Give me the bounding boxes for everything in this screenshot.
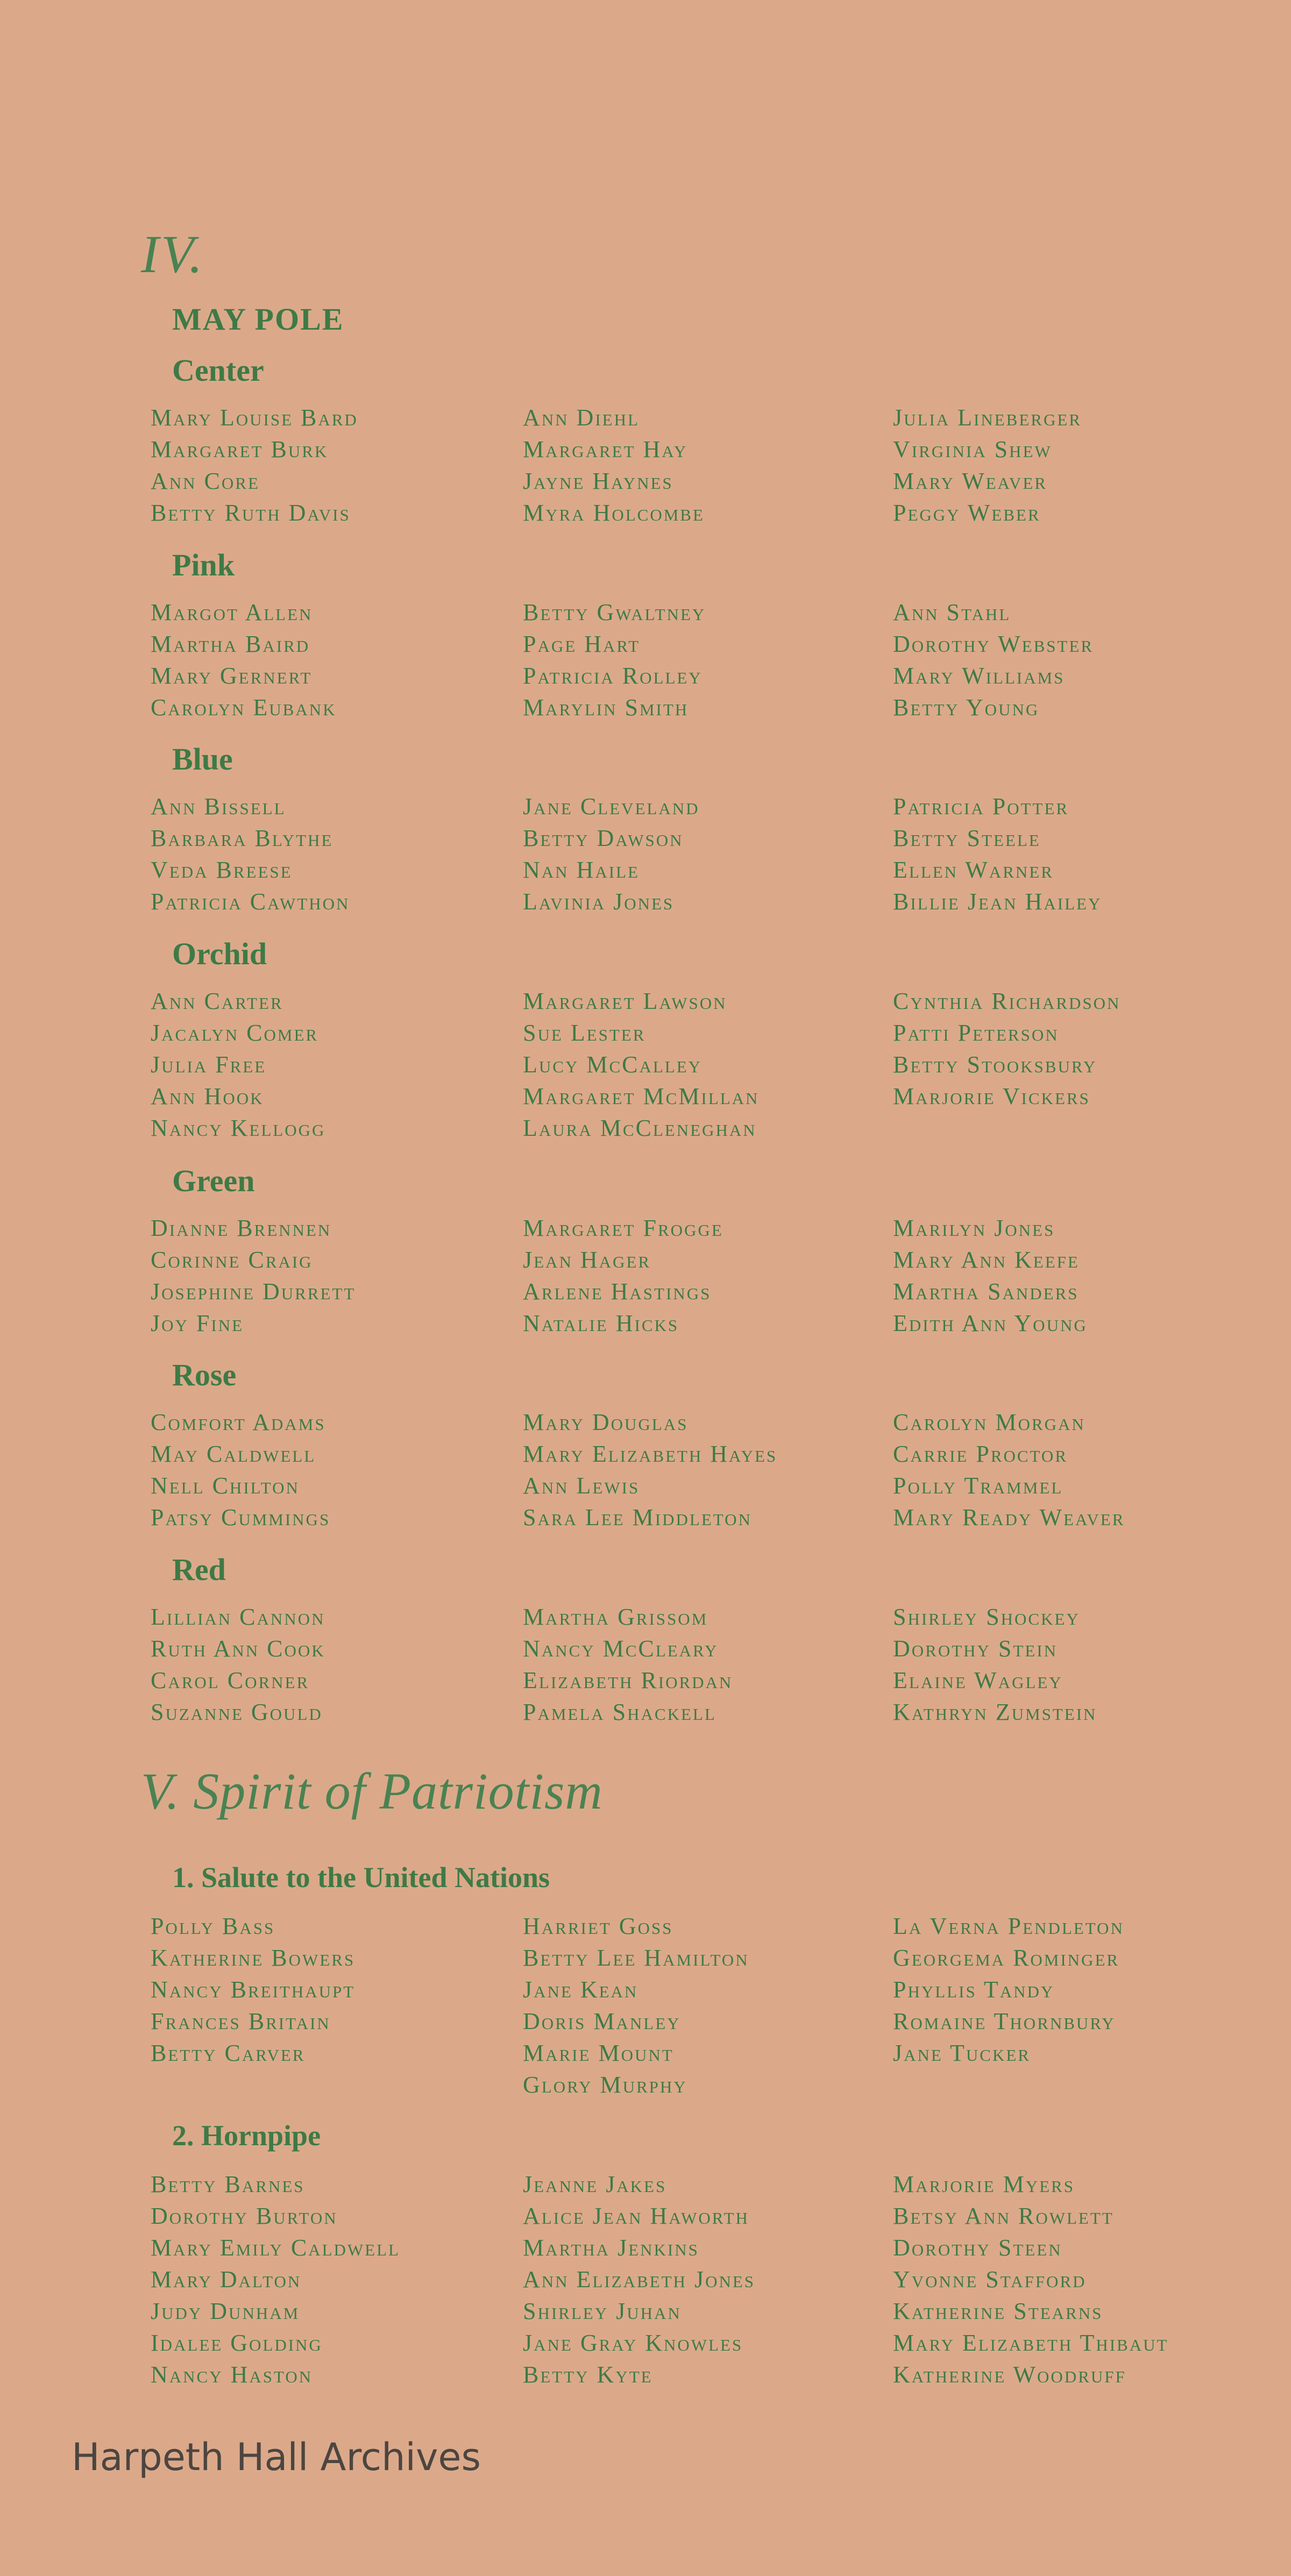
participant-name: Mary Ready Weaver — [893, 1504, 1125, 1531]
participant-name: Betsy Ann Rowlett — [893, 2203, 1114, 2229]
participant-name: Sue Lester — [523, 1020, 646, 1046]
participant-name: Dorothy Burton — [151, 2203, 338, 2229]
name-column — [151, 1601, 527, 1728]
participant-name: Margaret McMillan — [523, 1083, 760, 1109]
participant-name: Betty Lee Hamilton — [523, 1945, 749, 1971]
participant-name: Julia Free — [151, 1051, 267, 1078]
participant-name: Barbara Blythe — [151, 825, 334, 851]
participant-name: Peggy Weber — [893, 500, 1041, 526]
participant-name: Polly Bass — [151, 1913, 275, 1939]
participant-name: Lucy McCalley — [523, 1051, 703, 1078]
participant-name: Romaine Thornbury — [893, 2008, 1116, 2034]
participant-name: Martha Sanders — [893, 1278, 1079, 1305]
name-column — [523, 1601, 899, 1728]
part-title: 1. Salute to the United Nations — [172, 1861, 550, 1894]
name-column — [151, 1406, 527, 1533]
participant-name: Ann Elizabeth Jones — [523, 2266, 756, 2293]
participant-name: Betty Stooksbury — [893, 1051, 1097, 1078]
participant-name: Margaret Lawson — [523, 988, 727, 1014]
name-column — [893, 596, 1269, 723]
participant-name: Nan Haile — [523, 857, 640, 883]
participant-name: Katherine Bowers — [151, 1945, 356, 1971]
participant-name: Myra Holcombe — [523, 500, 705, 526]
participant-name: Jean Hager — [523, 1247, 651, 1273]
participant-name: Margaret Burk — [151, 436, 329, 462]
participant-name: Alice Jean Haworth — [523, 2203, 749, 2229]
participant-name: Dorothy Webster — [893, 631, 1094, 657]
participant-name: Betty Barnes — [151, 2171, 305, 2197]
name-column — [893, 1910, 1269, 2069]
name-column — [523, 1212, 899, 1339]
participant-name: Frances Britain — [151, 2008, 331, 2034]
participant-name: Sara Lee Middleton — [523, 1504, 752, 1531]
participant-name: Patsy Cummings — [151, 1504, 331, 1531]
participant-name: Glory Murphy — [523, 2072, 687, 2098]
participant-name: Edith Ann Young — [893, 1310, 1088, 1336]
group-title: Center — [172, 353, 264, 388]
participant-name: Katherine Woodruff — [893, 2361, 1126, 2388]
name-column — [523, 791, 899, 917]
participant-name: May Caldwell — [151, 1441, 316, 1467]
group-title: Pink — [172, 547, 235, 582]
participant-name: Ann Carter — [151, 988, 283, 1014]
participant-name: Mary Louise Bard — [151, 404, 358, 431]
name-column — [523, 2168, 899, 2390]
participant-name: La Verna Pendleton — [893, 1913, 1124, 1939]
participant-name: Carol Corner — [151, 1667, 310, 1693]
participant-name: Carolyn Morgan — [893, 1409, 1086, 1435]
participant-name: Judy Dunham — [151, 2298, 300, 2324]
participant-name: Pamela Shackell — [523, 1699, 717, 1725]
participant-name: Ruth Ann Cook — [151, 1635, 325, 1662]
name-column — [893, 1212, 1269, 1339]
participant-name: Dianne Brennen — [151, 1215, 332, 1241]
participant-name: Comfort Adams — [151, 1409, 326, 1435]
name-column — [893, 791, 1269, 917]
participant-name: Jane Kean — [523, 1976, 639, 2003]
participant-name: Jacalyn Comer — [151, 1020, 319, 1046]
participant-name: Ann Stahl — [893, 599, 1011, 625]
participant-name: Jayne Haynes — [523, 468, 673, 494]
participant-name: Margaret Frogge — [523, 1215, 723, 1241]
participant-name: Margaret Hay — [523, 436, 688, 462]
participant-name: Yvonne Stafford — [893, 2266, 1087, 2293]
participant-name: Marilyn Jones — [893, 1215, 1055, 1241]
participant-name: Julia Lineberger — [893, 404, 1082, 431]
participant-name: Nancy Haston — [151, 2361, 313, 2388]
participant-name: Carrie Proctor — [893, 1441, 1068, 1467]
participant-name: Dorothy Stein — [893, 1635, 1058, 1662]
name-column — [151, 791, 527, 917]
participant-name: Patricia Cawthon — [151, 888, 350, 915]
participant-name: Mary Williams — [893, 663, 1065, 689]
participant-name: Doris Manley — [523, 2008, 681, 2034]
participant-name: Ann Lewis — [523, 1472, 640, 1499]
participant-name: Betty Dawson — [523, 825, 684, 851]
participant-name: Marie Mount — [523, 2040, 674, 2066]
participant-name: Jane Cleveland — [523, 793, 700, 820]
participant-name: Martha Jenkins — [523, 2235, 699, 2261]
group-title: Orchid — [172, 936, 267, 971]
participant-name: Nancy Kellogg — [151, 1115, 326, 1141]
participant-name: Ann Bissell — [151, 793, 286, 820]
may-pole-title: MAY POLE — [172, 302, 344, 337]
participant-name: Georgema Rominger — [893, 1945, 1120, 1971]
participant-name: Suzanne Gould — [151, 1699, 323, 1725]
participant-name: Idalee Golding — [151, 2330, 323, 2356]
participant-name: Nell Chilton — [151, 1472, 300, 1499]
participant-name: Betty Ruth Davis — [151, 500, 351, 526]
name-column — [151, 596, 527, 723]
participant-name: Marjorie Vickers — [893, 1083, 1090, 1109]
participant-name: Laura McCleneghan — [523, 1115, 757, 1141]
participant-name: Shirley Juhan — [523, 2298, 682, 2324]
section-v-title: V. Spirit of Patriotism — [141, 1762, 603, 1820]
part-title: 2. Hornpipe — [172, 2119, 321, 2152]
participant-name: Mary Weaver — [893, 468, 1047, 494]
participant-name: Mary Gernert — [151, 663, 313, 689]
participant-name: Dorothy Steen — [893, 2235, 1062, 2261]
name-column — [151, 2168, 527, 2390]
group-title: Green — [172, 1163, 255, 1198]
participant-name: Ann Hook — [151, 1083, 264, 1109]
name-column — [151, 402, 527, 529]
participant-name: Phyllis Tandy — [893, 1976, 1055, 2003]
participant-name: Veda Breese — [151, 857, 293, 883]
participant-name: Mary Ann Keefe — [893, 1247, 1080, 1273]
participant-name: Marjorie Myers — [893, 2171, 1075, 2197]
participant-name: Betty Gwaltney — [523, 599, 706, 625]
participant-name: Betty Kyte — [523, 2361, 653, 2388]
participant-name: Mary Emily Caldwell — [151, 2235, 400, 2261]
name-column — [893, 402, 1269, 529]
participant-name: Corinne Craig — [151, 1247, 313, 1273]
participant-name: Betty Steele — [893, 825, 1041, 851]
participant-name: Ann Core — [151, 468, 260, 494]
participant-name: Lavinia Jones — [523, 888, 675, 915]
name-column — [151, 985, 527, 1144]
name-column — [151, 1212, 527, 1339]
group-title: Red — [172, 1552, 226, 1587]
participant-name: Mary Dalton — [151, 2266, 302, 2293]
participant-name: Ellen Warner — [893, 857, 1054, 883]
name-column — [893, 985, 1269, 1112]
participant-name: Carolyn Eubank — [151, 694, 337, 721]
participant-name: Kathryn Zumstein — [893, 1699, 1097, 1725]
participant-name: Polly Trammel — [893, 1472, 1063, 1499]
participant-name: Elaine Wagley — [893, 1667, 1063, 1693]
participant-name: Arlene Hastings — [523, 1278, 712, 1305]
archive-watermark: Harpeth Hall Archives — [72, 2435, 481, 2479]
participant-name: Jane Gray Knowles — [523, 2330, 743, 2356]
participant-name: Betty Carver — [151, 2040, 306, 2066]
participant-name: Billie Jean Hailey — [893, 888, 1102, 915]
name-column — [893, 1406, 1269, 1533]
name-column — [893, 1601, 1269, 1728]
name-column — [151, 1910, 527, 2069]
participant-name: Mary Elizabeth Hayes — [523, 1441, 778, 1467]
group-title: Rose — [172, 1357, 237, 1392]
participant-name: Lillian Cannon — [151, 1604, 325, 1630]
name-column — [523, 1910, 899, 2101]
participant-name: Patti Peterson — [893, 1020, 1059, 1046]
name-column — [523, 985, 899, 1144]
participant-name: Mary Douglas — [523, 1409, 689, 1435]
name-column — [523, 1406, 899, 1533]
participant-name: Natalie Hicks — [523, 1310, 679, 1336]
participant-name: Page Hart — [523, 631, 641, 657]
participant-name: Jeanne Jakes — [523, 2171, 667, 2197]
participant-name: Martha Baird — [151, 631, 310, 657]
participant-name: Nancy McCleary — [523, 1635, 719, 1662]
participant-name: Patricia Potter — [893, 793, 1069, 820]
participant-name: Nancy Breithaupt — [151, 1976, 356, 2003]
participant-name: Jane Tucker — [893, 2040, 1031, 2066]
participant-name: Martha Grissom — [523, 1604, 708, 1630]
participant-name: Katherine Stearns — [893, 2298, 1103, 2324]
group-title: Blue — [172, 742, 233, 777]
participant-name: Betty Young — [893, 694, 1040, 721]
participant-name: Elizabeth Riordan — [523, 1667, 733, 1693]
participant-name: Mary Elizabeth Thibaut — [893, 2330, 1169, 2356]
participant-name: Patricia Rolley — [523, 663, 703, 689]
participant-name: Shirley Shockey — [893, 1604, 1080, 1630]
participant-name: Joy Fine — [151, 1310, 244, 1336]
participant-name: Harriet Goss — [523, 1913, 673, 1939]
participant-name: Margot Allen — [151, 599, 313, 625]
participant-name: Josephine Durrett — [151, 1278, 356, 1305]
participant-name: Marylin Smith — [523, 694, 689, 721]
name-column — [893, 2168, 1269, 2390]
name-column — [523, 402, 899, 529]
participant-name: Ann Diehl — [523, 404, 640, 431]
section-iv-numeral: IV. — [141, 224, 205, 284]
participant-name: Cynthia Richardson — [893, 988, 1121, 1014]
participant-name: Virginia Shew — [893, 436, 1052, 462]
name-column — [523, 596, 899, 723]
